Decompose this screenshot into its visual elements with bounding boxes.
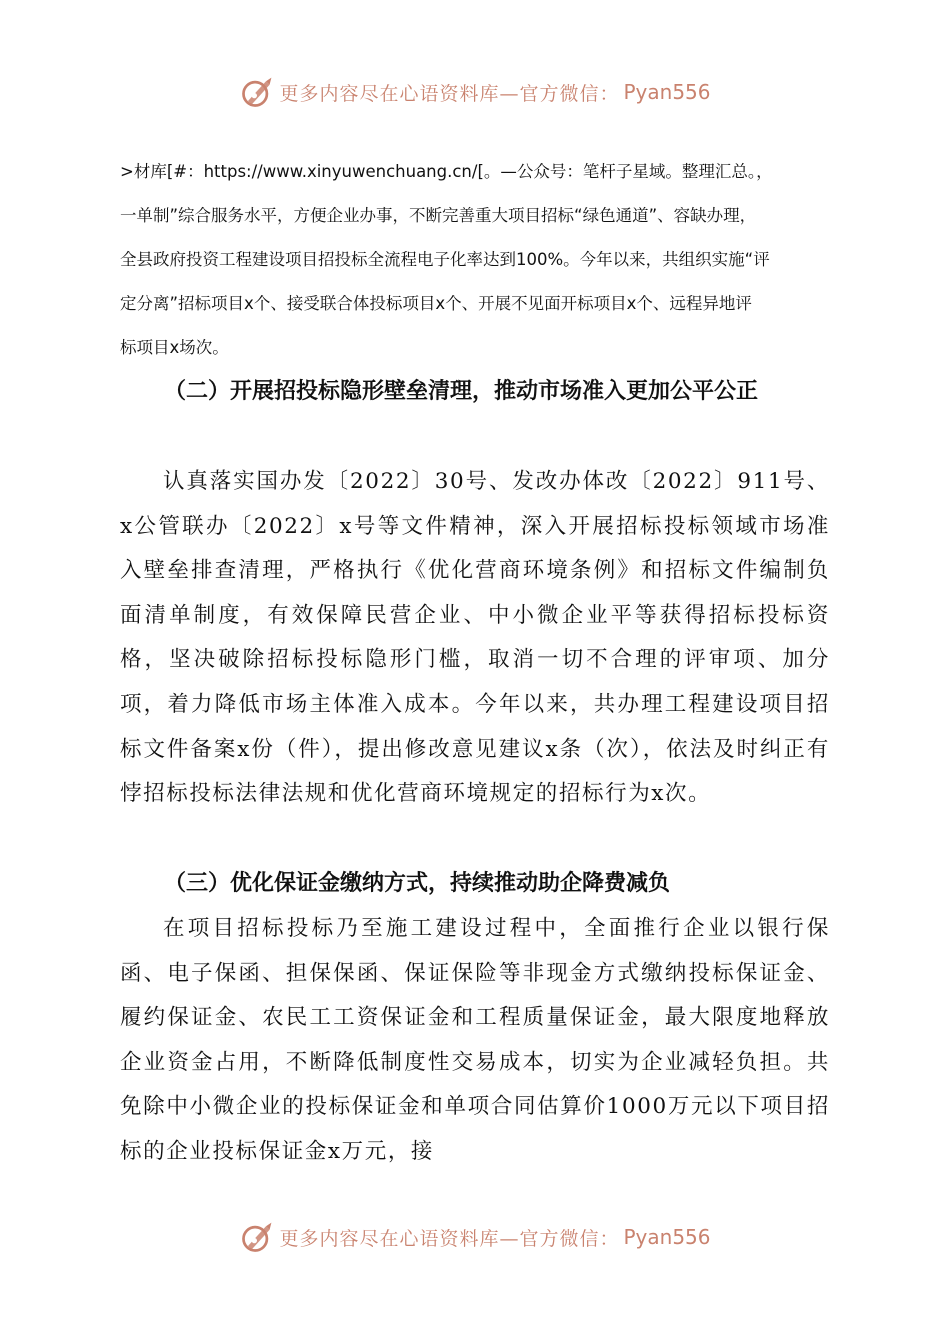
footer-banner <box>0 1215 950 1259</box>
text-line: 标项目x场次。 <box>120 338 229 357</box>
section-body-2: 认真落实国办发〔2022〕30号、发改办体改〔2022〕911号、x公管联办〔2022〕x号等文件精神，深入开展招标投标领域市场准入壁垒排查清理，严格执行《优化营商环境条例》和招标文件编制负面清单制度，有效保障民营企业、中小微企业平等获得招标投标资格，坚决破除招标投标隐形门槛，取消一切不合理的评审项、加分项，着力降低市场主体准入成本。今年以来，共办理工程建设项目招标文件备案x份（件），提出修改意见建议x条（次），依法及时纠正有悖招标投标法律法规和优化营商环境规定的招标行为x次。 <box>120 469 830 807</box>
banner-text: 更多内容尽在心语资料库—官方微信： <box>279 82 620 105</box>
pen-nib-logo-icon <box>239 1219 275 1255</box>
text-line: 全县政府投资工程建设项目招投标全流程电子化率达到100%。今年以来，共组织实施“评 <box>120 250 770 269</box>
pen-nib-logo-icon <box>239 74 275 110</box>
section-heading-2: （二）开展招投标隐形壁垒清理，推动市场准入更加公平公正 <box>164 379 759 404</box>
banner-text: 更多内容尽在心语资料库—官方微信： <box>279 1227 620 1250</box>
banner-wechat-handle: Pyan556 <box>623 80 711 104</box>
section-heading-3: （三）优化保证金缴纳方式，持续推动助企降费减负 <box>164 871 671 896</box>
header-banner <box>0 70 950 114</box>
text-line: 一单制”综合服务水平，方便企业办事，不断完善重大项目招标“绿色通道”、容缺办理， <box>120 206 757 225</box>
section-body-3: 在项目招标投标乃至施工建设过程中，全面推行企业以银行保函、电子保函、担保保函、保证保险等非现金方式缴纳投标保证金、履约保证金、农民工工资保证金和工程质量保证金，最大限度地释放企业资金占用，不断降低制度性交易成本，切实为企业减轻负担。共免除中小微企业的投标保证金和单项合同估算价1000万元以下项目招标的企业投标保证金x万元，接 <box>120 916 830 1164</box>
text-line: 定分离”招标项目x个、接受联合体投标项目x个、开展不见面开标项目x个、远程异地评 <box>120 294 752 313</box>
text-line: >材库[#：https://www.xinyuwenchuang.cn/[。—公众号：笔杆子星域。整理汇总。， <box>120 162 773 181</box>
banner-wechat-handle: Pyan556 <box>623 1225 711 1249</box>
